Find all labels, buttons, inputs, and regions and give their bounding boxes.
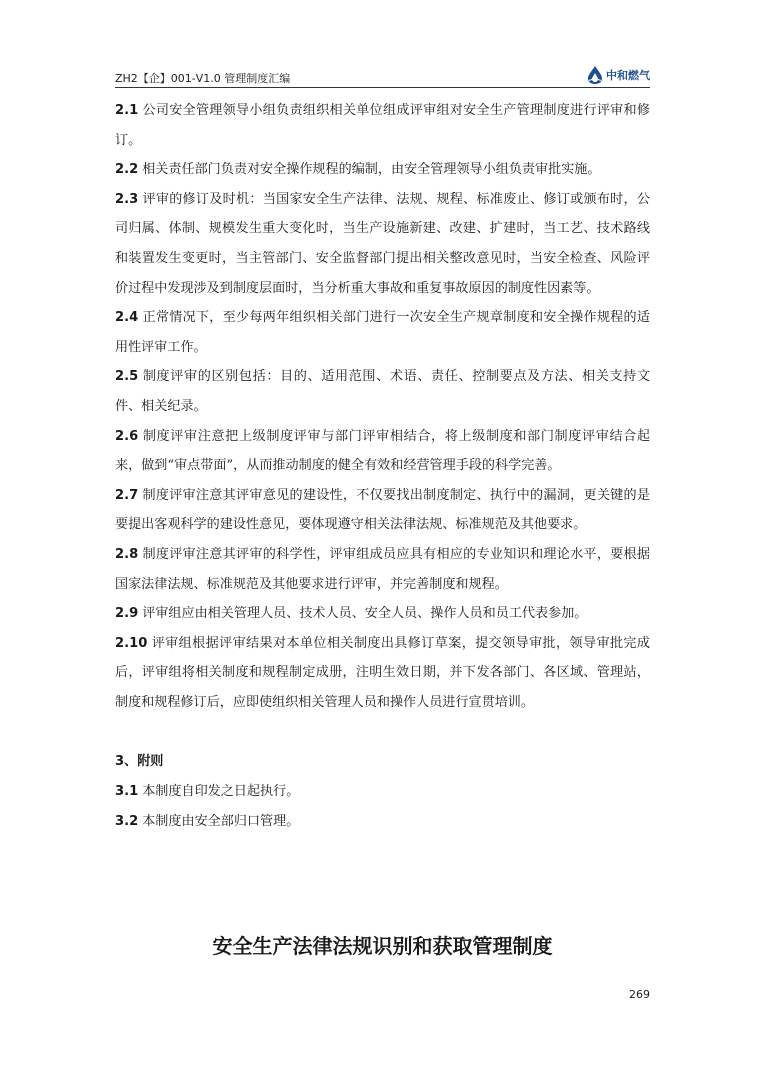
clause-2-10: 2.10 评审组根据评审结果对本单位相关制度出具修订草案，提交领导审批，领导审批完成后，评审组将相关制度和规程制定成册，注明生效日期，并下发各部门、各区域、管理站，制度和规程修订后，应即使组织相关管理人员和操作人员进行宣贯培训。 (115, 635, 650, 710)
page-header (115, 58, 650, 88)
document-body (115, 96, 650, 836)
header-doc-ref: ZH2【企】001-V1.0 管理制度汇编 (115, 72, 291, 85)
flame-drop-logo-icon (586, 65, 604, 85)
clause-2-1: 2.1 公司安全管理领导小组负责组织相关单位组成评审组对安全生产管理制度进行评审和修订。 (115, 103, 650, 148)
header-rule (115, 87, 650, 88)
section-3-heading: 3、附则 (115, 754, 164, 770)
clause-2-6: 2.6 制度评审注意把上级制度评审与部门评审相结合，将上级制度和部门制度评审结合起来，做到“审点带面”，从而推动制度的健全有效和经营管理手段的科学完善。 (115, 428, 650, 474)
clause-2-9: 2.9 评审组应由相关管理人员、技术人员、安全人员、操作人员和员工代表参加。 (115, 606, 588, 622)
clause-2-7: 2.7 制度评审注意其评审意见的建设性，不仅要找出制度制定、执行中的漏洞，更关键的是要提出客观科学的建设性意见，要体现遵守相关法律法规、标准规范及其他要求。 (115, 487, 650, 533)
page-number: 269 (629, 988, 650, 1001)
clause-2-5: 2.5 制度评审的区别包括：目的、适用范围、术语、责任、控制要点及方法、相关支持文件、相关纪录。 (115, 369, 650, 414)
clause-2-4: 2.4 正常情况下，至少每两年组织相关部门进行一次安全生产规章制度和安全操作规程的适用性评审工作。 (115, 310, 650, 355)
clause-2-2: 2.2 相关责任部门负责对安全操作规程的编制，由安全管理领导小组负责审批实施。 (115, 162, 601, 178)
next-document-title: 安全生产法律法规识别和获取管理制度 (212, 934, 553, 958)
clause-3-1: 3.1 本制度自印发之日起执行。 (115, 784, 300, 800)
company-logo (586, 64, 650, 86)
clause-2-8: 2.8 制度评审注意其评审的科学性，评审组成员应具有相应的专业知识和理论水平，要根据国家法律法规、标准规范及其他要求进行评审，并完善制度和规程。 (115, 546, 650, 592)
clause-2-3: 2.3 评审的修订及时机：当国家安全生产法律、法规、规程、标准废止、修订或颁布时，公司归属、体制、规模发生重大变化时，当生产设施新建、改建、扩建时，当工艺、技术路线和装置发生变更时，当主管部门、安全监督部门提出相关整改意见时，当安全检查、风险评价过程中发现涉及到制度层面时，当分析重大事故和重复事故原因的制度性因素等。 (115, 191, 650, 296)
clause-3-2: 3.2 本制度由安全部归口管理。 (115, 813, 300, 829)
logo-text: 中和燃气 (606, 69, 650, 82)
